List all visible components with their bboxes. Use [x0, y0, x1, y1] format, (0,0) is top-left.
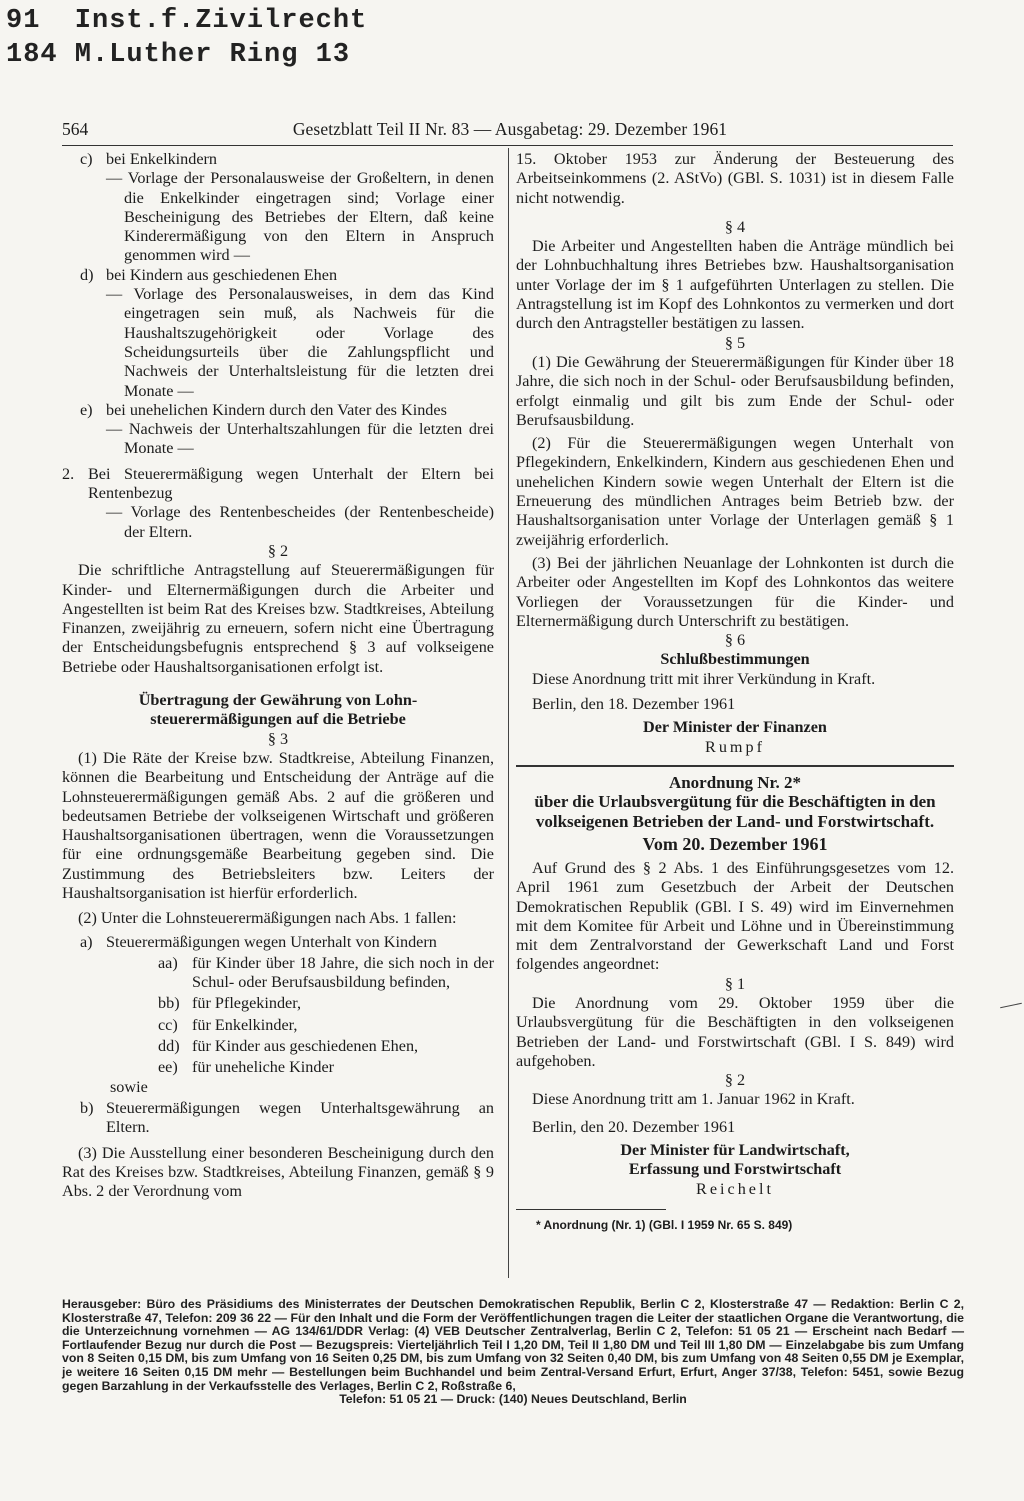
item-label: ee) [158, 1058, 178, 1077]
place-date-2: Berlin, den 20. Dezember 1961 [532, 1117, 736, 1136]
ordinance-section-1-heading: § 1 [724, 974, 746, 993]
item-text: Steuerermäßigungen wegen Unterhalt von Kindern [106, 932, 437, 951]
item-text: bei Enkelkindern [106, 150, 218, 168]
ordinance-section-1-text: Die Anordnung vom 29. Oktober 1959 über die Urlaubsvergütung für die Beschäftigten in den volkseigenen Betrieben der Land- und Forstwirtschaft (GBl. I S. 849) wird aufgehoben. [516, 993, 954, 1070]
subheading-line1: Übertragung der Gewährung von Lohn- [138, 691, 418, 710]
section-3-para-3: (3) Die Ausstellung einer besonderen Bescheinigung durch den Rat des Kreises bzw. Stadtkreises, Abteilung Finanzen, gemäß § 9 Abs. 2 der Verordnung vom [62, 1143, 494, 1201]
section-4-text: Die Arbeiter und Angestellten haben die Anträge mündlich bei der Lohnbuchhaltung ihres Betriebes bzw. Haushaltsorganisation unter Vorlage der im § 1 aufgeführten Unterlagen zu stellen. Die Antragstellung ist im Kopf des Lohnkontos zu vermerken und dort durch den Antragsteller bestätigen zu lassen. [516, 237, 954, 333]
section-3-heading: § 3 [267, 729, 289, 748]
signer-title-2b: Erfassung und Forstwirtschaft [628, 1160, 842, 1179]
list-item-2 [62, 465, 494, 504]
section-2-heading: § 2 [267, 541, 289, 560]
signer-title-1: Der Minister der Finanzen [643, 718, 827, 737]
ordinance-title: Anordnung Nr. 2* [668, 772, 802, 792]
header-rule [62, 145, 953, 146]
gazette-title: Gesetzblatt Teil II Nr. 83 — Ausgabetag: 29. Dezember 1961 [292, 119, 728, 139]
ordinance-date: Vom 20. Dezember 1961 [642, 834, 828, 855]
item-text: für Pflegekinder, [192, 994, 302, 1013]
section-5-heading: § 5 [724, 333, 746, 352]
item-label: dd) [158, 1037, 180, 1056]
item-c-detail: — Vorlage der Personalausweise der Großeltern, in denen die Enkelkinder eingetragen sind; Vorlage einer Bescheinigung des Betriebes der Eltern, daß keine Kinderermäßigung von den Eltern in Anspruch genommen wird — [106, 169, 494, 265]
margin-pencil-mark [1000, 1003, 1022, 1009]
section-3-para-2: (2) Unter die Lohnsteuerermäßigungen nach Abs. 1 fallen: [78, 909, 457, 928]
section-4-heading: § 4 [724, 217, 746, 236]
item-text: für Kinder über 18 Jahre, die sich noch in der Schul- oder Berufsausbildung befinden, [192, 953, 494, 992]
item-text: Bei Steuerermäßigung wegen Unterhalt der Eltern bei Rentenbezug [88, 464, 494, 503]
section-separator [516, 765, 954, 767]
imprint-text: Herausgeber: Büro des Präsidiums des Ministerrates der Deutschen Demokratischen Republik, Berlin C 2, Klosterstraße 47 — Redaktion: Berlin C 2, Klosterstraße 47, Telefon: 209 36 22 — Für den Inhalt und die Form der Veröffentlichungen tragen die Leiter der staatlichen Organe die Verantwortung, die die Unterzeichnung vornehmen — AG 134/61/DDR Verlag: (4) VEB Deutscher Zentralverlag, Berlin C 2, Telefon: 51 05 21 — Erscheint nach Bedarf — Fortlaufender Bezug nur durch die Post — Bezugspreis: Vierteljährlich Teil I 1,20 DM, Teil II 1,80 DM und Teil III 1,80 DM — Einzelabgabe bis zum Umfang von 8 Seiten 0,15 DM, bis zum Umfang von 16 Seiten 0,25 DM, bis zum Umfang von 32 Seiten 0,40 DM, bis zum Umfang von 48 Seiten 0,55 DM je Exemplar, je weitere 16 Seiten 0,15 DM mehr — Bestellungen beim Buchhandel und beim Zentral-Versand Erfurt, Erfurt, Anger 37/38, Telefon: 5451, sowie Bezug gegen Barzahlung in der Verkaufsstelle des Verlages, Berlin C 2, Roßstraße 6, [62, 1297, 964, 1393]
list-item-b [62, 1099, 494, 1138]
item-text: für uneheliche Kinder [192, 1058, 335, 1077]
place-date-1: Berlin, den 18. Dezember 1961 [532, 695, 736, 714]
signer-name-2: Reichelt [696, 1179, 774, 1198]
running-header [62, 119, 958, 143]
item-label [62, 954, 158, 993]
section-5-para-1: (1) Die Gewährung der Steuerermäßigungen für Kinder über 18 Jahre, die sich noch in der Schul- oder Berufsausbildung befinden, erfolgt einmalig und gilt bis zum Ende der Schul- oder Berufsausbildung. [516, 352, 954, 429]
item-label [62, 1016, 158, 1035]
item-label: d) [80, 265, 94, 284]
list-subitem-aa [62, 954, 494, 993]
section-6-title: Schlußbestimmungen [660, 650, 810, 669]
list-subitem-ee [62, 1058, 494, 1077]
item-d-detail: — Vorlage des Personalausweises, in dem das Kind eingetragen sein muß, als Nachweis für die Haushaltszugehörigkeit oder Vorlage des Scheidungsurteils über die Zahlungspflicht und Nachweis der Unterhaltsleistung für die letzten drei Monate — [106, 285, 494, 400]
section-2-text: Die schriftliche Antragstellung auf Steuerermäßigungen für Kinder- und Elternermäßigungen durch die Arbeiter und Angestellten ist beim Rat des Kreises bzw. Stadtkreises, Abteilung Finanzen, zweijährig zu erneuern, sofern nicht eine Übertragung der Entscheidungsbefugnis entsprechend § 3 auf volkseigene Betriebe oder Haushaltsorganisationen erfolgt ist. [62, 561, 494, 676]
ordinance-intro: Auf Grund des § 2 Abs. 1 des Einführungsgesetzes vom 12. April 1961 zum Gesetzbuch der Arbeit der Deutschen Demokratischen Republik (GBl. I S. 49) wird im Einvernehmen mit dem Komitee für Arbeit und Löhne und in Übereinstimmung mit dem Zentralvorstand der Gewerkschaft Land und Forst folgendes angeordnet: [516, 858, 954, 974]
section-3-para-1: (1) Die Räte der Kreise bzw. Stadtkreise, Abteilung Finanzen, können die Bearbeitung und Entscheidung der Anträge auf die Lohnsteuerermäßigungen gemäß Abs. 2 auf die größeren und bedeutsamen Betriebe der volkseigenen Wirtschaft und größeren Haushaltsorganisationen übertragen, wenn die Voraussetzungen für eine ordnungsgemäße Bearbeitung gegeben sind. Die Zustimmung des Betriebsleiters bzw. Leiters der Haushaltsorganisation ist hierfür erforderlich. [62, 748, 494, 902]
list-item-d [62, 266, 494, 285]
item-label: cc) [158, 1015, 178, 1034]
item-label: c) [80, 150, 93, 168]
item-label: b) [80, 1098, 94, 1117]
item-label [62, 994, 158, 1013]
item-text: Steuerermäßigungen wegen Unterhaltsgewährung an Eltern. [106, 1098, 494, 1137]
sowie-text: sowie [110, 1077, 148, 1096]
footnote: * Anordnung (Nr. 1) (GBl. I 1959 Nr. 65 S. 849) [536, 1217, 793, 1232]
list-subitem-dd [62, 1037, 494, 1056]
subheading-line2: steuerermäßigungen auf die Betriebe [150, 710, 406, 729]
signer-title-2a: Der Minister für Landwirtschaft, [620, 1141, 850, 1160]
item-label: a) [80, 932, 93, 951]
item-label: 2. [62, 464, 75, 483]
item-label [62, 1058, 158, 1077]
item-e-detail: — Nachweis der Unterhaltszahlungen für die letzten drei Monate — [106, 420, 494, 458]
imprint [62, 1298, 964, 1407]
section-5-para-2: (2) Für die Steuerermäßigungen wegen Unterhalt von Pflegekindern, Enkelkindern, Kindern aus geschiedenen Ehen und unehelichen Kindern sowie wegen Unterhalt der Eltern ist die Erneuerung des mündlichen Antrages beim Betrieb bzw. der Haushaltsorganisation unter Vorlage der Unterlagen gemäß § 1 zweijährig erforderlich. [516, 434, 954, 549]
imprint-last-line: Telefon: 51 05 21 — Druck: (140) Neues Deutschland, Berlin [339, 1392, 687, 1407]
item-text: bei Kindern aus geschiedenen Ehen [106, 265, 338, 284]
item-label [62, 1037, 158, 1056]
list-item-c [62, 150, 494, 169]
list-subitem-bb [62, 994, 494, 1013]
ordinance-section-2-heading: § 2 [724, 1071, 746, 1090]
item-label: bb) [158, 994, 180, 1013]
item-label: e) [80, 400, 93, 419]
item-text: für Enkelkinder, [192, 1015, 298, 1034]
list-item-e [62, 401, 494, 420]
ordinance-section-2-text: Diese Anordnung tritt am 1. Januar 1962 in Kraft. [532, 1090, 855, 1109]
library-stamp-address: 184 M.Luther Ring 13 [6, 40, 351, 70]
list-subitem-cc [62, 1016, 494, 1035]
section-6-heading: § 6 [724, 631, 746, 650]
list-item-a [62, 933, 494, 952]
item-2-detail: — Vorlage des Rentenbescheides (der Rentenbescheide) der Eltern. [106, 503, 494, 541]
continuation-text: 15. Oktober 1953 zur Änderung der Besteuerung des Arbeitseinkommens (2. AStVo) (GBl. S. 1031) ist in diesem Falle nicht notwendig. [516, 150, 954, 207]
column-divider [508, 148, 509, 1278]
ordinance-subtitle: über die Urlaubsvergütung für die Beschäftigten in den volkseigenen Betrieben der Land- und Forstwirtschaft. [534, 792, 936, 831]
footnote-rule [516, 1209, 666, 1210]
left-column [62, 150, 494, 1201]
library-stamp: 91 Inst.f.Zivilrecht [6, 6, 368, 36]
right-column [516, 150, 954, 1235]
item-text: bei unehelichen Kindern durch den Vater des Kindes [106, 400, 447, 419]
item-label: aa) [158, 953, 178, 972]
page-number: 564 [62, 119, 89, 139]
section-6-text: Diese Anordnung tritt mit ihrer Verkündung in Kraft. [532, 669, 876, 688]
signer-name-1: Rumpf [705, 737, 765, 756]
item-text: für Kinder aus geschiedenen Ehen, [192, 1037, 419, 1056]
section-5-para-3: (3) Bei der jährlichen Neuanlage der Lohnkonten ist durch die Arbeiter oder Angestellten im Kopf des Lohnkontos das weitere Vorliegen der Voraussetzungen für die Kinder- und Elternermäßigung durch Unterschrift zu bestätigen. [516, 553, 954, 630]
